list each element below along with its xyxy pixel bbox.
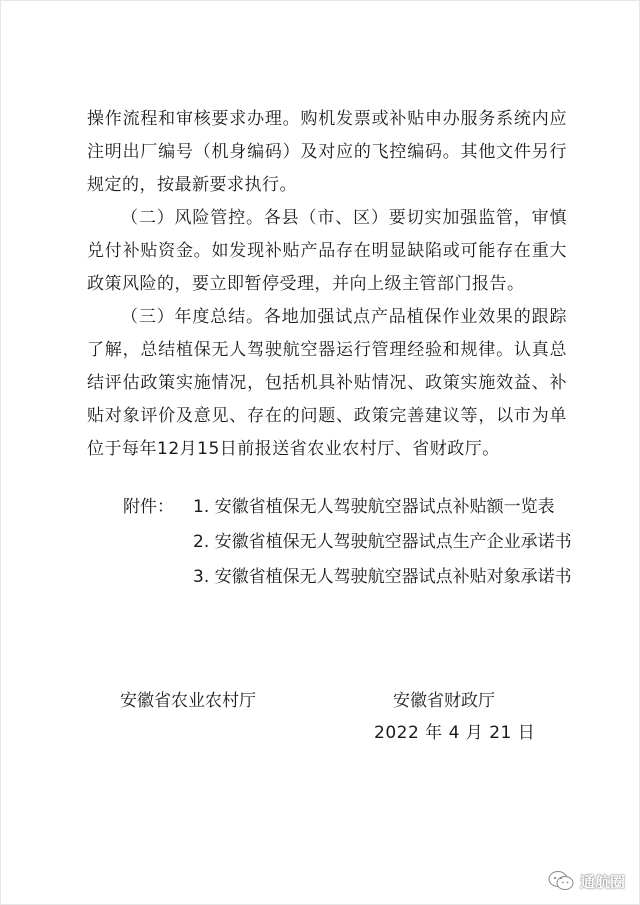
attachment-item: 2. 安徽省植保无人驾驶航空器试点生产企业承诺书 [193, 532, 572, 552]
signature-date: 2022 年 4 月 21 日 [374, 723, 536, 743]
paragraph-continuation: 操作流程和审核要求办理。购机发票或补贴申办服务系统内应注明出厂编号（机身编码）及对应的飞控编码。其他文件另行规定的，按最新要求执行。 [87, 109, 567, 195]
attachments-list [123, 490, 593, 595]
paragraph-annual-summary: （三）年度总结。各地加强试点产品植保作业效果的跟踪了解，总结植保无人驾驶航空器运行管理经验和规律。认真总结评估政策实施情况，包括机具补贴情况、政策实施效益、补贴对象评价及意见、存在的问题、政策完善建议等，以市为单位于每年12月15日前报送省农业农村厅、省财政厅。 [87, 307, 567, 459]
signature-finance-dept: 安徽省财政厅 [393, 691, 495, 711]
watermark-text: 通航圈 [579, 872, 625, 891]
document-body [87, 103, 567, 466]
attachment-item: 3. 安徽省植保无人驾驶航空器试点补贴对象承诺书 [193, 567, 572, 587]
attachment-item: 1. 安徽省植保无人驾驶航空器试点补贴额一览表 [193, 497, 555, 517]
wechat-icon [548, 870, 574, 892]
signature-agriculture-dept: 安徽省农业农村厅 [120, 691, 256, 711]
attachment-row [123, 525, 593, 560]
attachment-row [123, 560, 593, 595]
attachment-row [123, 490, 593, 525]
watermark [548, 870, 625, 892]
paragraph-risk-control: （二）风险管控。各县（市、区）要切实加强监管，审慎兑付补贴资金。如发现补贴产品存在明显缺陷或可能存在重大政策风险的，要立即暂停受理，并向上级主管部门报告。 [87, 208, 567, 294]
attachments-label: 附件： [123, 497, 174, 517]
